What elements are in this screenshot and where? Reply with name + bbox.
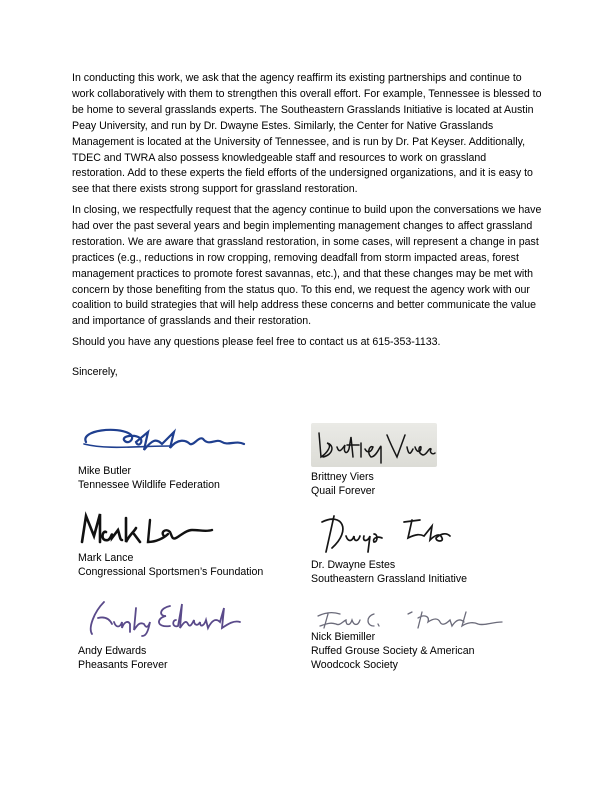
signatory-name: Andy Edwards [78,645,147,657]
closing-salutation: Sincerely, [72,366,118,378]
signatory-org: Quail Forever [311,485,376,497]
signatory-block-6 [311,630,541,672]
signatory-name: Mark Lance [78,552,134,564]
signatory-org: Tennessee Wildlife Federation [78,479,220,491]
signature-andy-edwards [84,594,244,638]
signatory-block-1 [78,464,308,492]
signatory-block-2 [311,470,541,498]
paragraph-closing-request: In closing, we respectfully request that the agency continue to build upon the conversations we have had over the past several years and begin implementing management changes to affect grassland restoration. We are aware that grassland restoration, in some cases, will represent a change in past practices (e.g., reductions in row cropping, removing deadfall from storm impacted areas, forest management practices to promote forest savannas, etc.), and that these changes may be met with concern by those benefiting from the status quo. To this end, we request the agency work with our coalition to build strategies that will help address these concerns and better communicate the value and importance of grasslands and their restoration. [72,204,542,328]
signatory-name: Dr. Dwayne Estes [311,559,396,571]
signature-mike-butler [78,420,248,458]
signatory-name: Nick Biemiller [311,631,376,643]
paragraph-partnerships: In conducting this work, we ask that the agency reaffirm its existing partnerships and continue to work collaboratively with them to strengthen this overall effort. For example, Tennessee is blessed to be home to several grasslands experts. The Southeastern Grasslands Initiative is located at Austin Peay University, and run by Dr. Dwayne Estes. Similarly, the Center for Native Grasslands Management is located at the University of Tennessee, and is run by Dr. Pat Keyser. Additionally, TDEC and TWRA also possess knowledgeable staff and resources to work on grassland restoration. Add to these experts the field efforts of the undersigned organizations, and it is easy to see that there exists strong support for grassland restoration. [72,72,542,196]
signatory-org: Ruffed Grouse Society & American [311,645,475,657]
signatory-org-continued: Woodcock Society [311,659,398,671]
signature-dwayne-estes [312,508,462,556]
signatory-block-3 [78,551,308,579]
paragraph-contact: Should you have any questions please feel free to contact us at 615-353-1133. [72,336,441,348]
signatory-name: Mike Butler [78,465,131,477]
signature-brittney-viers [311,423,437,467]
signature-mark-lance [76,508,216,550]
signatory-org: Southeastern Grassland Initiative [311,573,468,585]
signatory-org: Pheasants Forever [78,659,168,671]
signatory-org: Congressional Sportsmen’s Foundation [78,566,264,578]
signatory-block-4 [311,558,541,586]
signatory-name: Brittney Viers [311,471,374,483]
signatory-block-5 [78,644,308,672]
